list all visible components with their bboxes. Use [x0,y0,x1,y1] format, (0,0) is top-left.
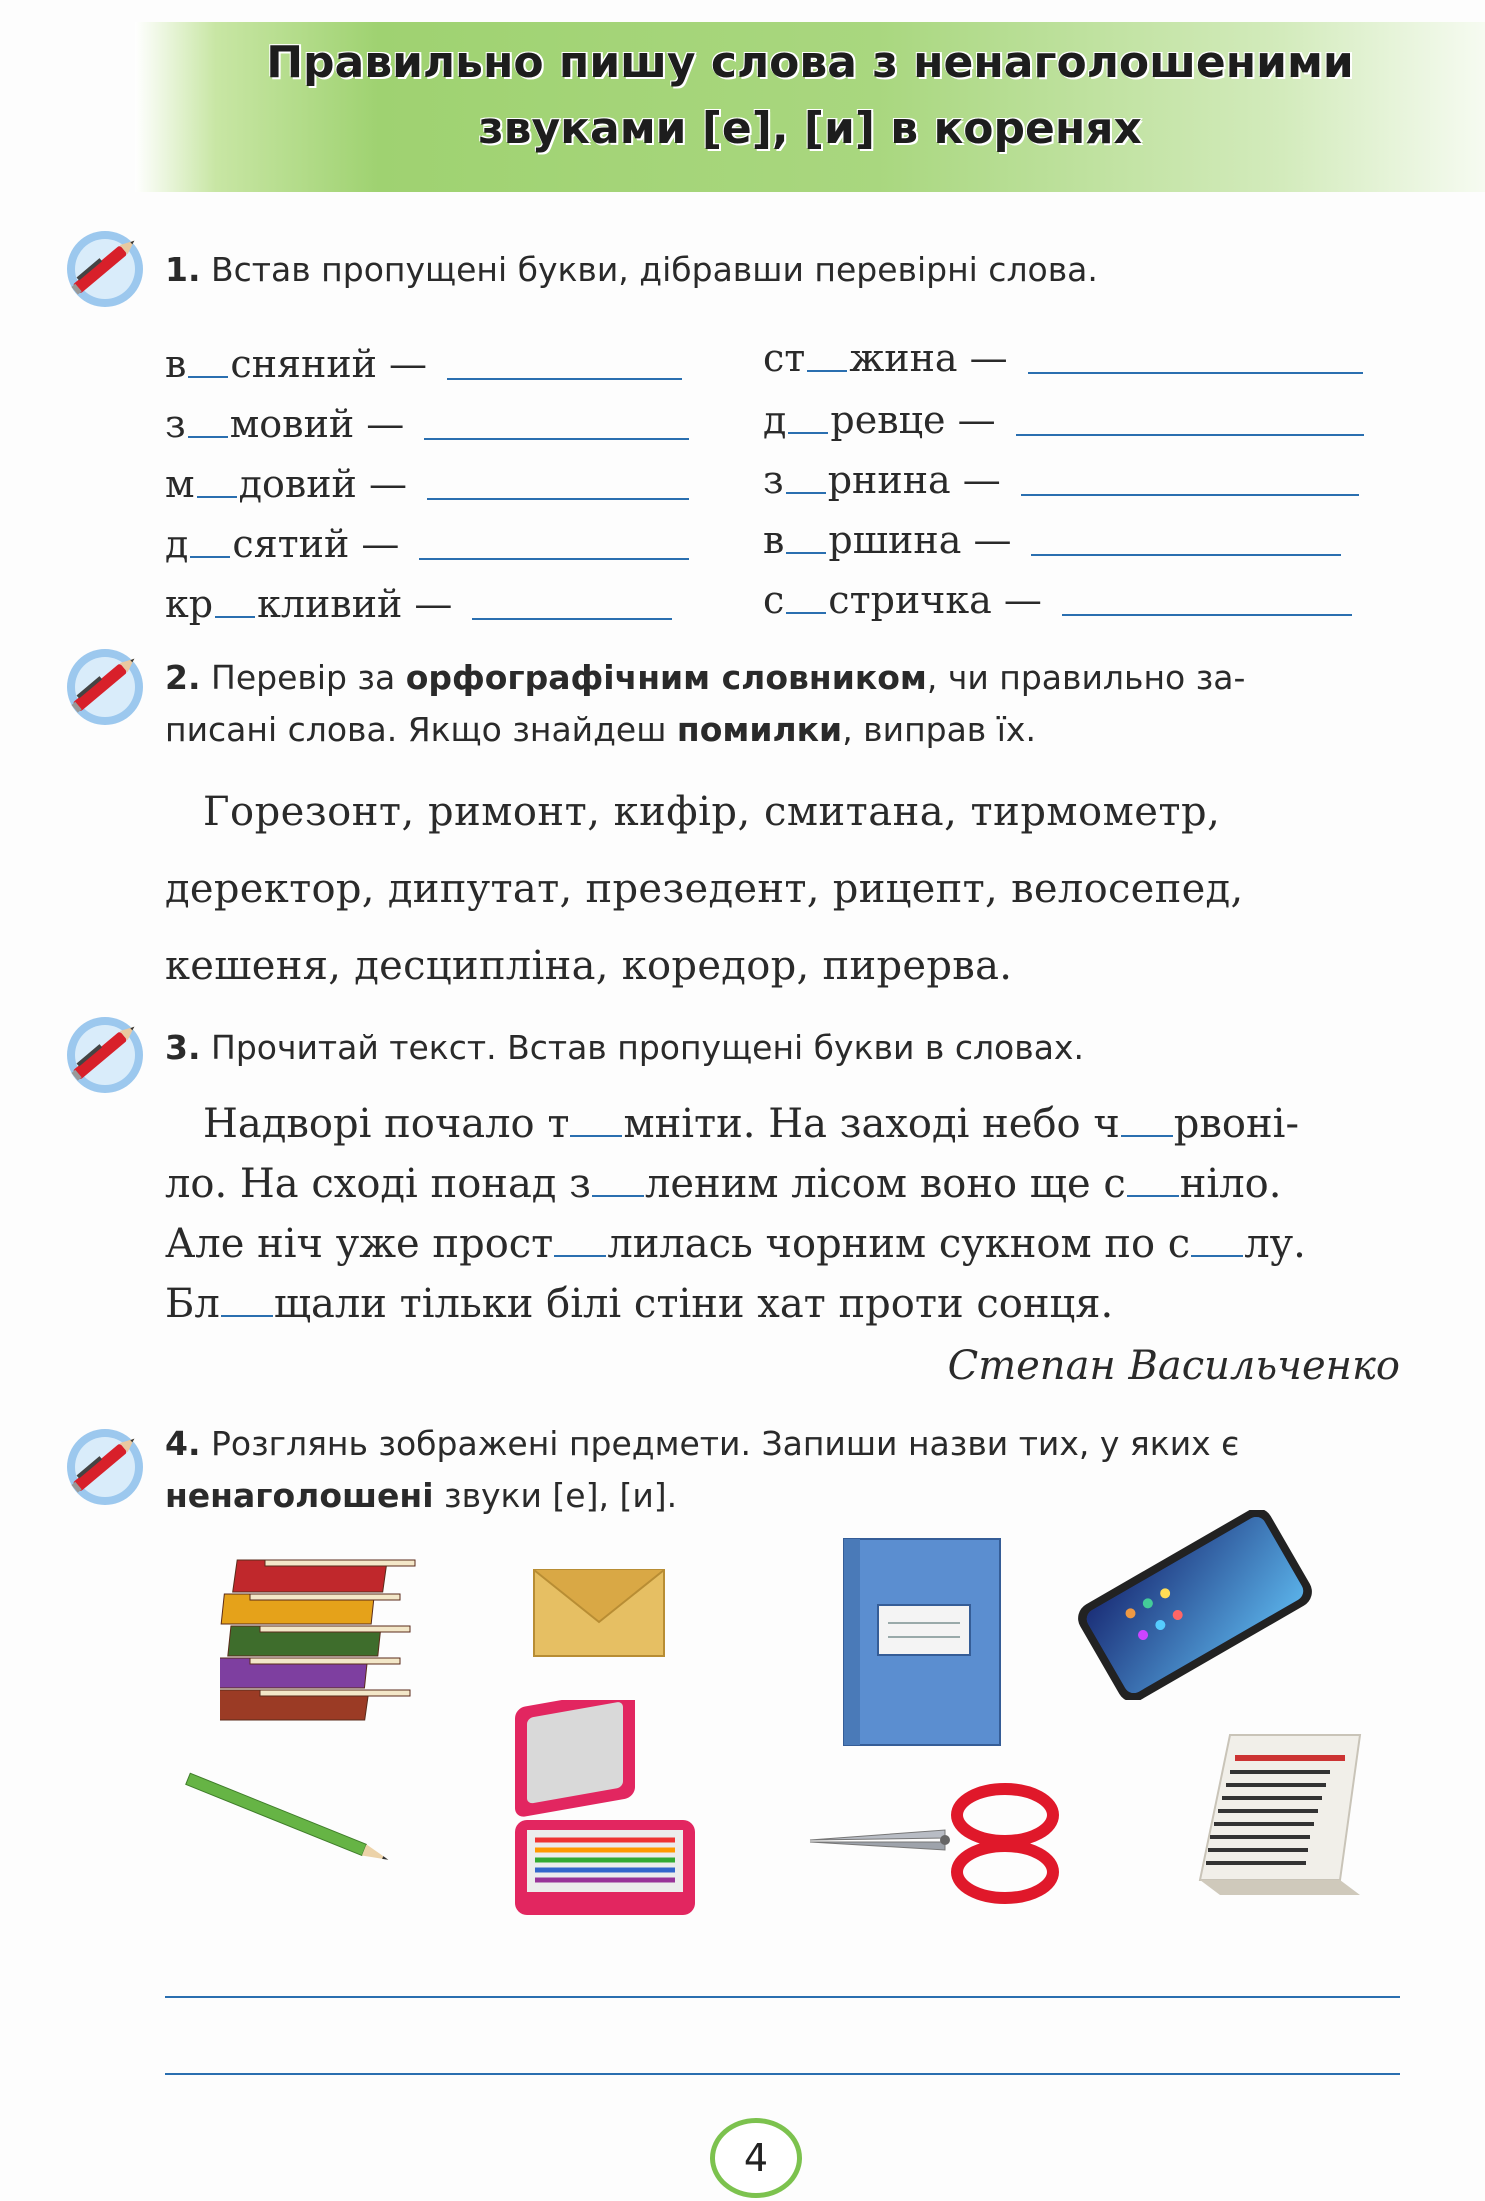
answer-line[interactable] [1031,553,1341,556]
task1-row: д ревце — [763,390,1364,442]
task1-row: м довий — [165,454,689,506]
answer-line[interactable] [472,617,672,620]
answer-line[interactable] [447,377,682,380]
letter-blank[interactable] [807,369,847,372]
task3-instruction: 3. Прочитай текст. Встав пропущені букви в словах. [165,1028,1084,1067]
task1-row: з рнина — [763,450,1359,502]
letter-blank[interactable] [786,551,826,554]
pen-icon [58,640,148,730]
pen-icon [58,1420,148,1510]
page-title: Правильно пишу слова з ненаголошеними звуками [е], [и] в коренях [266,37,1354,154]
task1-row: ст жина — [763,328,1363,380]
desk-calendar-picture [1190,1715,1370,1905]
page-number: 4 [710,2118,802,2198]
answer-writing-line[interactable] [165,1996,1400,1998]
answer-line[interactable] [1016,433,1364,436]
task1-row: с стричка — [763,570,1352,622]
task3-author: Степан Васильченко [947,1343,1400,1389]
pen-icon [58,222,148,312]
pencil-case-picture [505,1700,705,1925]
letter-blank[interactable] [188,435,228,438]
envelope-picture [530,1562,670,1662]
notebook-picture [840,1535,1005,1750]
letter-blank[interactable] [215,615,255,618]
task1-instruction: 1. Встав пропущені букви, дібравши перевірні слова. [165,250,1098,289]
answer-line[interactable] [424,437,689,440]
task1-row: в сняний — [165,334,682,386]
letter-blank[interactable] [570,1125,622,1137]
letter-blank[interactable] [188,375,228,378]
pencil-picture [160,1770,420,1870]
answer-line[interactable] [1021,493,1359,496]
smartphone-picture [1075,1510,1315,1700]
task2-instruction: 2. Перевір за орфографічним словником, чи правильно за- писані слова. Якщо знайдеш помилки, виправ їх. [165,658,1246,749]
answer-writing-line[interactable] [165,2073,1400,2075]
task1-row: кр кливий — [165,574,672,626]
answer-line[interactable] [1028,371,1363,374]
task1-row: з мовий — [165,394,689,446]
task1-row: д сятий — [165,514,689,566]
answer-line[interactable] [1062,613,1352,616]
task3-text: Надворі почало т мніти. На заході небо ч рвоні- ло. На сході понад з леним лісом воно ще с ніло. Але ніч уже прост лилась чорним сукном по с лу. Бл щали тільки білі стіни хат проти сонця. [165,1101,1306,1327]
letter-blank[interactable] [1121,1125,1173,1137]
letter-blank[interactable] [1127,1185,1179,1197]
letter-blank[interactable] [1191,1245,1243,1257]
letter-blank[interactable] [190,555,230,558]
answer-line[interactable] [427,497,689,500]
task1-row: в ршина — [763,510,1341,562]
task4-instruction: 4. Розглянь зображені предмети. Запиши назви тих, у яких є ненаголошені звуки [е], [и]. [165,1424,1240,1515]
letter-blank[interactable] [197,495,237,498]
scissors-picture [805,1780,1075,1920]
letter-blank[interactable] [786,611,826,614]
letter-blank[interactable] [788,431,828,434]
letter-blank[interactable] [786,491,826,494]
letter-blank[interactable] [554,1245,606,1257]
letter-blank[interactable] [221,1305,273,1317]
books-picture [220,1540,420,1740]
pen-icon [58,1008,148,1098]
answer-line[interactable] [419,557,689,560]
letter-blank[interactable] [592,1185,644,1197]
task2-word-list: Горезонт, римонт, кифір, смитана, тирмометр, деректор, дипутат, презедент, рицепт, велосепед, кешеня, десципліна, коредор, пирерва. [165,789,1244,989]
